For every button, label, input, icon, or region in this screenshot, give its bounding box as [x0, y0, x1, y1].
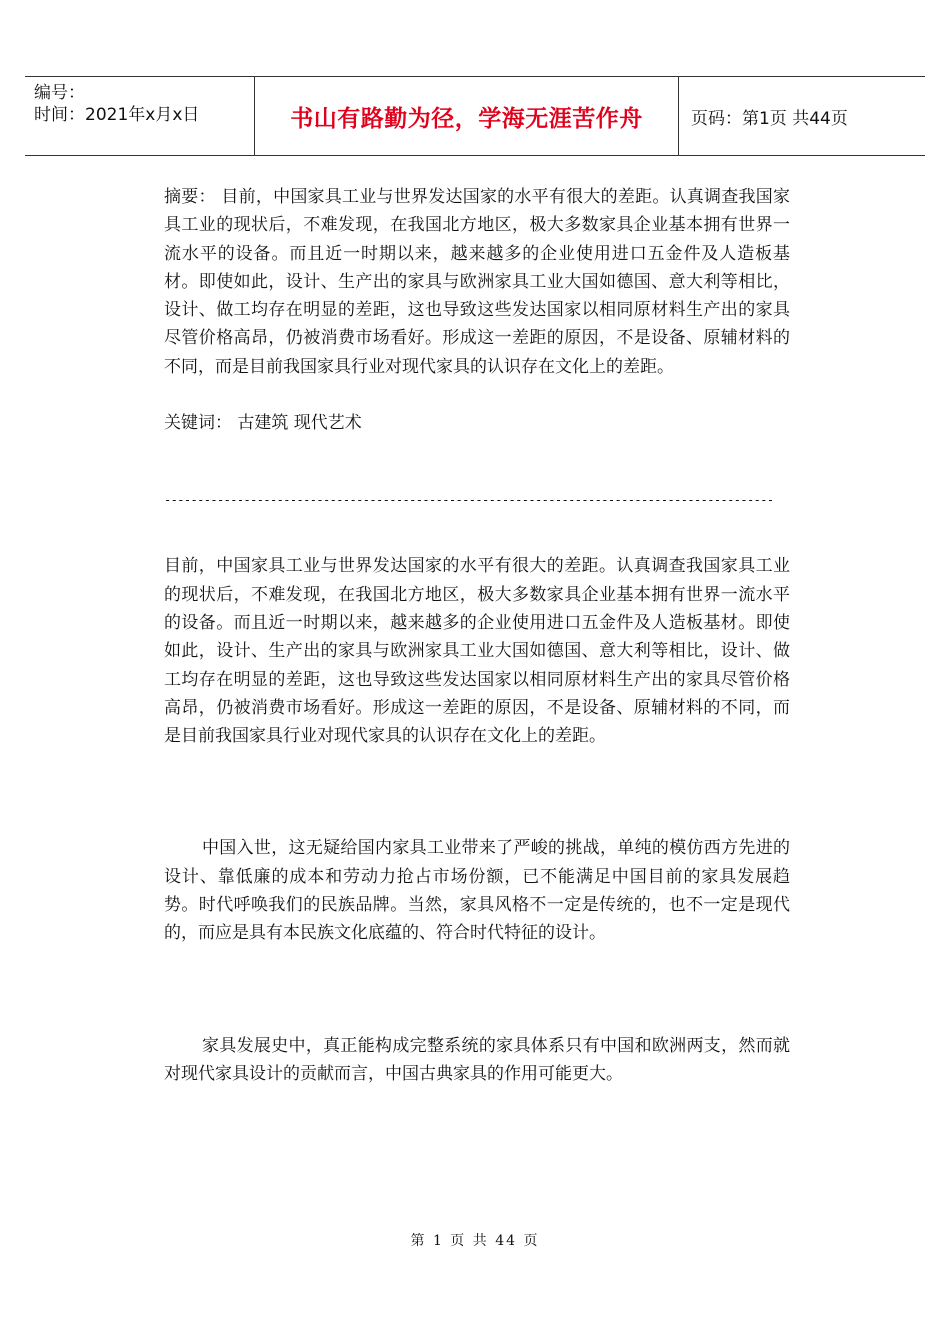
abstract-paragraph: 摘要： 目前，中国家具工业与世界发达国家的水平有很大的差距。认真调查我国家具工业的现状后，不难发现，在我国北方地区，极大多数家具企业基本拥有世界一流水平的设备。而且近一时期以来，越来越多的企业使用进口五金件及人造板基材。即使如此，设计、生产出的家具与欧洲家具工业大国如德国、意大利等相比，设计、做工均存在明显的差距，这也导致这些发达国家以相同原材料生产出的家具尽管价格高昂，仍被消费市场看好。形成这一差距的原因，不是设备、原辅材料的不同，而是目前我国家具行业对现代家具的认识存在文化上的差距。 [164, 187, 790, 377]
body-paragraph-3: 家具发展史中，真正能构成完整系统的家具体系只有中国和欧洲两支，然而就对现代家具设计的贡献而言，中国古典家具的作用可能更大。 [164, 1035, 790, 1084]
page-code-label: 页码：第1页 共44页 [691, 108, 848, 129]
spacer [164, 508, 790, 552]
motto-text: 书山有路勤为径，学海无涯苦作舟 [290, 105, 643, 132]
section-divider: -------------------------------------------------------------------------------------------- [164, 493, 774, 508]
header-meta-cell [25, 77, 255, 155]
keywords-line: 关键词： 古建筑 现代艺术 [164, 413, 362, 434]
body-paragraph-2: 中国入世，这无疑给国内家具工业带来了严峻的挑战，单纯的模仿西方先进的设计、靠低廉的成本和劳动力抢占市场份额，已不能满足中国目前的家具发展趋势。时代呼唤我们的民族品牌。当然，家具风格不一定是传统的，也不一定是现代的，而应是具有本民族文化底蕴的、符合时代特征的设计。 [164, 838, 790, 944]
serial-number-label: 编号： [34, 83, 85, 103]
document-header [25, 76, 925, 156]
header-page-cell [679, 77, 925, 155]
header-motto-cell [255, 77, 679, 155]
spacer [164, 750, 790, 834]
page-footer: 第 1 页 共 44 页 [410, 1233, 540, 1249]
date-label: 时间：2021年x月x日 [34, 105, 200, 125]
body-paragraph-1: 目前，中国家具工业与世界发达国家的水平有很大的差距。认真调查我国家具工业的现状后，不难发现，在我国北方地区，极大多数家具企业基本拥有世界一流水平的设备。而且近一时期以来，越来越多的企业使用进口五金件及人造板基材。即使如此，设计、生产出的家具与欧洲家具工业大国如德国、意大利等相比，设计、做工均存在明显的差距，这也导致这些发达国家以相同原材料生产出的家具尽管价格高昂，仍被消费市场看好。形成这一差距的原因，不是设备、原辅材料的不同，而是目前我国家具行业对现代家具的认识存在文化上的差距。 [164, 556, 790, 747]
document-body [164, 183, 790, 1088]
spacer [164, 948, 790, 1032]
